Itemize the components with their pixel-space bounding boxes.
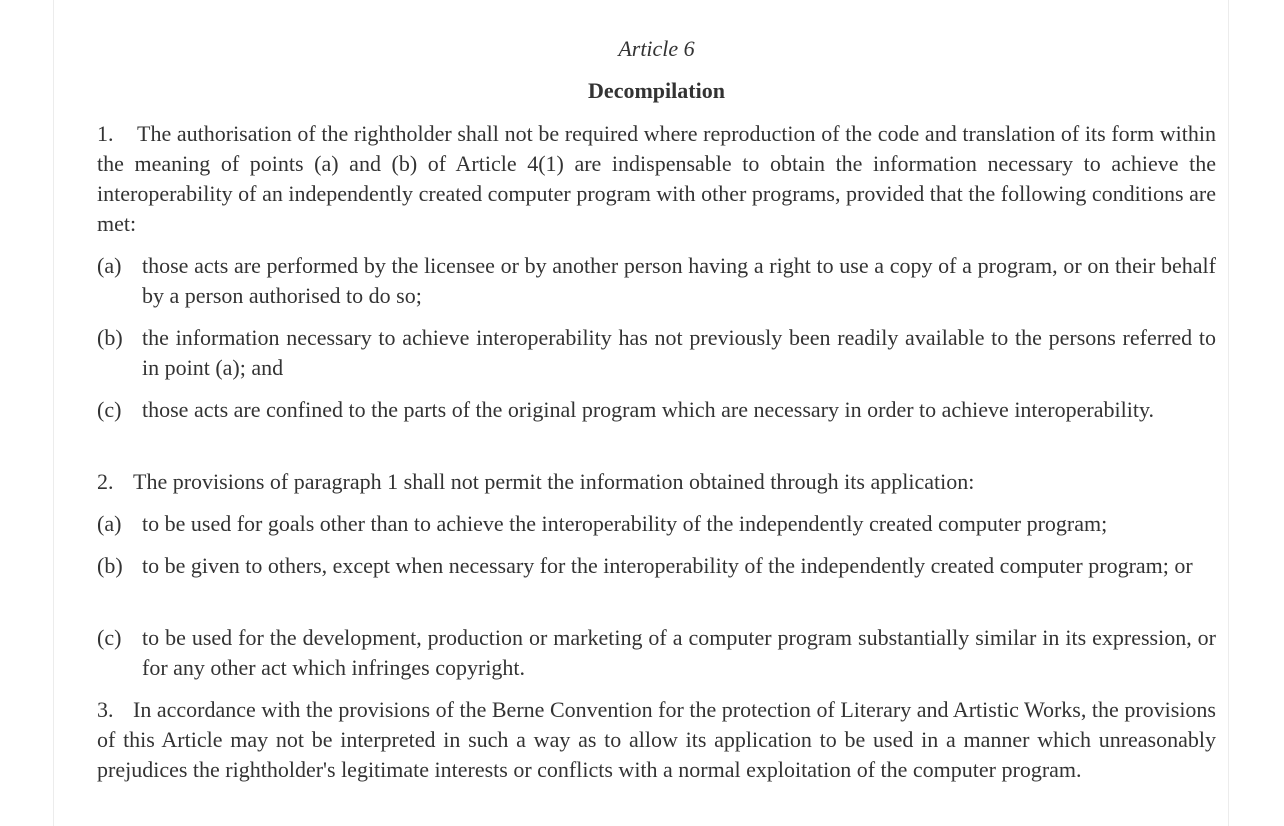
item-label: (b) bbox=[97, 325, 123, 350]
paragraph-number: 3. bbox=[97, 697, 114, 722]
item-label: (a) bbox=[97, 253, 122, 278]
paragraph-text: The provisions of paragraph 1 shall not permit the information obtained through its application: bbox=[133, 469, 975, 494]
paragraph-number: 2. bbox=[97, 469, 114, 494]
paragraph-number: 1. bbox=[97, 121, 114, 146]
paragraph-text: The authorisation of the rightholder shall not be required where reproduction of the code and translation of its form within the meaning of points (a) and (b) of Article 4(1) are indispensable to obtain the information necessary to achieve the interoperability of an independently created computer program with other programs, provided that the following conditions are met: bbox=[97, 121, 1216, 236]
paragraph-2 bbox=[97, 467, 1216, 497]
item-label: (b) bbox=[97, 553, 123, 578]
list-item bbox=[97, 323, 1216, 383]
item-label: (c) bbox=[97, 625, 122, 650]
list-item bbox=[97, 395, 1216, 425]
article-title: Decompilation bbox=[588, 78, 725, 103]
item-text: those acts are confined to the parts of the original program which are necessary in order to achieve interoperability. bbox=[142, 397, 1155, 422]
document-page bbox=[53, 0, 1229, 826]
item-text: to be used for goals other than to achieve the interoperability of the independently created computer program; bbox=[142, 511, 1108, 536]
list-item bbox=[97, 251, 1216, 311]
item-label: (a) bbox=[97, 511, 122, 536]
item-text: to be used for the development, production or marketing of a computer program substantially similar in its expression, or for any other act which infringes copyright. bbox=[142, 625, 1216, 680]
list-item bbox=[97, 623, 1216, 683]
paragraph-3 bbox=[97, 695, 1216, 785]
item-text: those acts are performed by the licensee or by another person having a right to use a copy of a program, or on their behalf by a person authorised to do so; bbox=[142, 253, 1216, 308]
item-label: (c) bbox=[97, 397, 122, 422]
item-text: the information necessary to achieve interoperability has not previously been readily available to the persons referred to in point (a); and bbox=[142, 325, 1216, 380]
paragraph-1 bbox=[97, 119, 1216, 239]
list-item bbox=[97, 551, 1216, 581]
article-number: Article 6 bbox=[618, 36, 695, 61]
paragraph-text: In accordance with the provisions of the Berne Convention for the protection of Literary and Artistic Works, the provisions of this Article may not be interpreted in such a way as to allow its application to be used in a manner which unreasonably prejudices the rightholder's legitimate interests or conflicts with a normal exploitation of the computer program. bbox=[97, 697, 1216, 782]
item-text: to be given to others, except when necessary for the interoperability of the independently created computer program; or bbox=[142, 553, 1193, 578]
list-item bbox=[97, 509, 1216, 539]
